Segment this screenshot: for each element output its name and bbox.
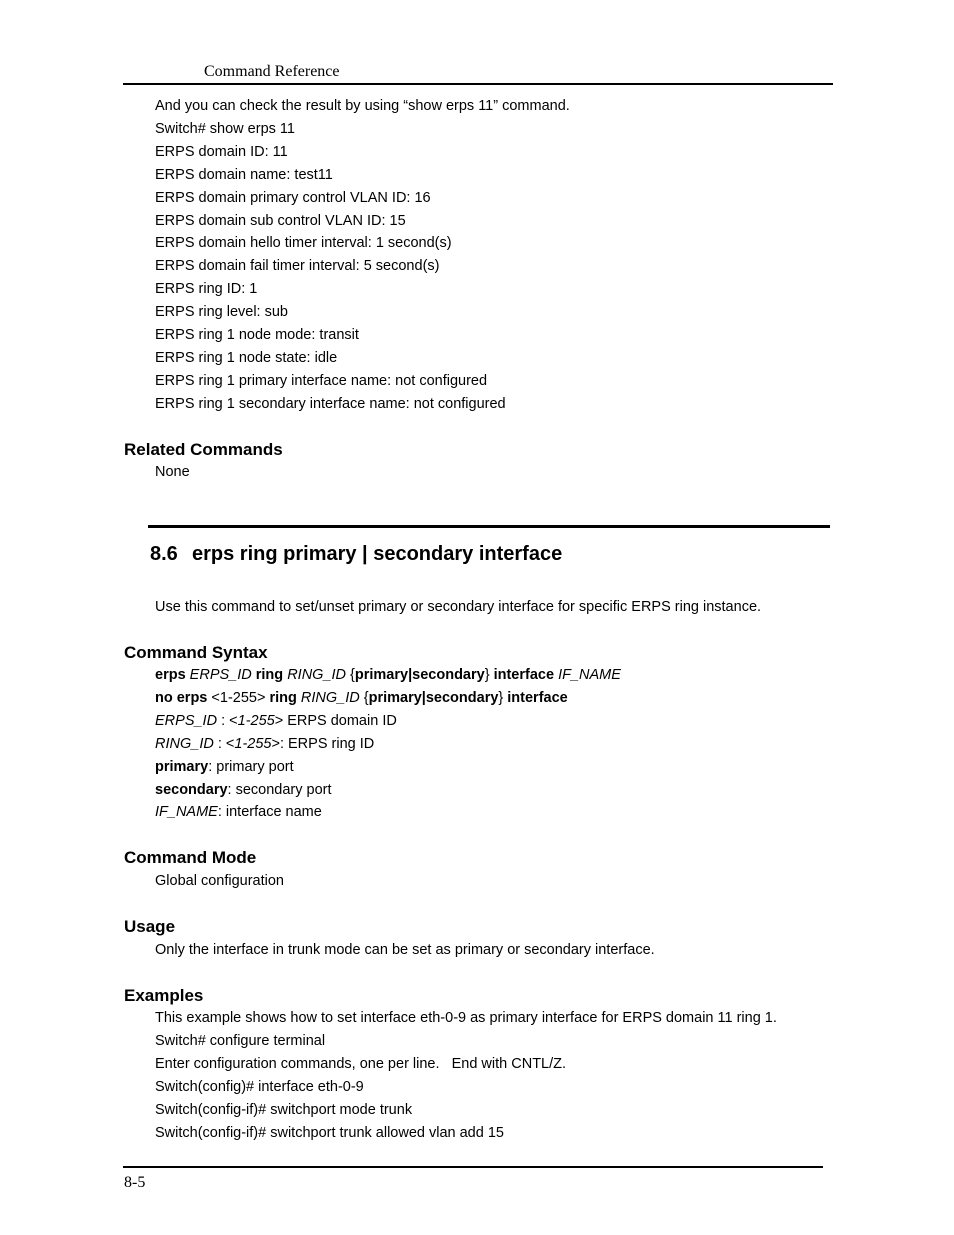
output-line: Switch# show erps 11: [155, 121, 295, 137]
output-line: ERPS domain fail timer interval: 5 second(s): [155, 258, 440, 274]
example-line: This example shows how to set interface eth-0-9 as primary interface for ERPS domain 11 ring 1.: [155, 1010, 777, 1026]
param-if-name: IF_NAME: [558, 667, 621, 683]
output-line: ERPS domain name: test11: [155, 167, 333, 183]
pipe: |: [408, 667, 413, 683]
param-desc: >: ERPS ring ID: [271, 736, 375, 752]
kw-interface: interface: [493, 667, 555, 683]
output-line: ERPS ring level: sub: [155, 304, 288, 320]
kw-primary: primary: [354, 667, 409, 683]
output-line: ERPS domain sub control VLAN ID: 15: [155, 213, 406, 229]
pipe: |: [421, 690, 426, 706]
header-title: Command Reference: [204, 63, 340, 80]
kw-secondary: secondary: [425, 690, 499, 706]
param-ring-id: RING_ID: [300, 690, 360, 706]
footer-rule: [123, 1166, 823, 1168]
param-name: IF_NAME: [155, 804, 218, 820]
example-line: Switch# configure terminal: [155, 1033, 326, 1049]
kw-erps: erps: [155, 667, 186, 683]
brace-close: }: [498, 690, 504, 706]
param-name: secondary: [155, 782, 228, 798]
param-secondary-desc: [155, 781, 332, 799]
usage-heading: Usage: [124, 917, 176, 936]
brace-open: {: [363, 690, 369, 706]
output-line: ERPS domain ID: 11: [155, 144, 288, 160]
output-line: And you can check the result by using “show erps 11” command.: [155, 98, 570, 114]
param-desc: : primary port: [208, 759, 294, 775]
param-desc: : secondary port: [227, 782, 332, 798]
param-ring-id: RING_ID: [287, 667, 347, 683]
param-desc: > ERPS domain ID: [274, 713, 397, 729]
param-sep: : <: [217, 713, 238, 729]
param-name: ERPS_ID: [155, 713, 218, 729]
section-description: Use this command to set/unset primary or secondary interface for specific ERPS ring instance.: [155, 599, 762, 615]
usage-body: Only the interface in trunk mode can be set as primary or secondary interface.: [155, 942, 655, 958]
related-commands-body: None: [155, 464, 190, 480]
param-erps-id: ERPS_ID: [189, 667, 252, 683]
kw-ring: ring: [255, 667, 284, 683]
param-if-name-desc: [155, 803, 322, 821]
param-erps-id-desc: [155, 712, 397, 730]
example-line: Switch(config-if)# switchport trunk allowed vlan add 15: [155, 1125, 504, 1141]
section-rule: [148, 525, 830, 528]
section-title-text: erps ring primary | secondary interface: [192, 543, 563, 565]
param-range: 1-255: [234, 736, 272, 752]
page-number: 8-5: [124, 1174, 146, 1191]
param-desc: : interface name: [217, 804, 322, 820]
param-name: RING_ID: [155, 736, 214, 752]
param-ring-id-desc: [155, 735, 374, 753]
range: <1-255>: [211, 690, 266, 706]
param-primary-desc: [155, 758, 294, 776]
output-line: ERPS ring 1 node state: idle: [155, 350, 338, 366]
header-rule: [123, 83, 833, 85]
brace-close: }: [484, 667, 490, 683]
output-line: ERPS ring ID: 1: [155, 281, 258, 297]
section-number: 8.6: [150, 543, 178, 565]
output-line: ERPS ring 1 secondary interface name: not configured: [155, 396, 506, 412]
output-line: ERPS domain hello timer interval: 1 second(s): [155, 235, 452, 251]
kw-interface: interface: [507, 690, 568, 706]
output-line: ERPS domain primary control VLAN ID: 16: [155, 190, 431, 206]
kw-primary: primary: [368, 690, 422, 706]
example-line: Switch(config)# interface eth-0-9: [155, 1079, 364, 1095]
syntax-command-1: [155, 666, 621, 684]
param-name: primary: [155, 759, 209, 775]
related-commands-heading: Related Commands: [124, 440, 283, 459]
kw-no-erps: no erps: [155, 690, 208, 706]
syntax-command-2: [155, 689, 568, 707]
section-title: [150, 542, 562, 566]
kw-ring: ring: [269, 690, 297, 706]
param-range: 1-255: [237, 713, 275, 729]
example-line: Enter configuration commands, one per line. End with CNTL/Z.: [155, 1056, 567, 1072]
kw-secondary: secondary: [412, 667, 485, 683]
output-line: ERPS ring 1 node mode: transit: [155, 327, 359, 343]
output-line: ERPS ring 1 primary interface name: not configured: [155, 373, 488, 389]
command-mode-body: Global configuration: [155, 873, 284, 889]
param-sep: : <: [213, 736, 235, 752]
command-mode-heading: Command Mode: [124, 848, 257, 867]
examples-heading: Examples: [124, 986, 204, 1005]
example-line: Switch(config-if)# switchport mode trunk: [155, 1102, 413, 1118]
brace-open: {: [350, 667, 355, 683]
command-syntax-heading: Command Syntax: [124, 643, 268, 662]
